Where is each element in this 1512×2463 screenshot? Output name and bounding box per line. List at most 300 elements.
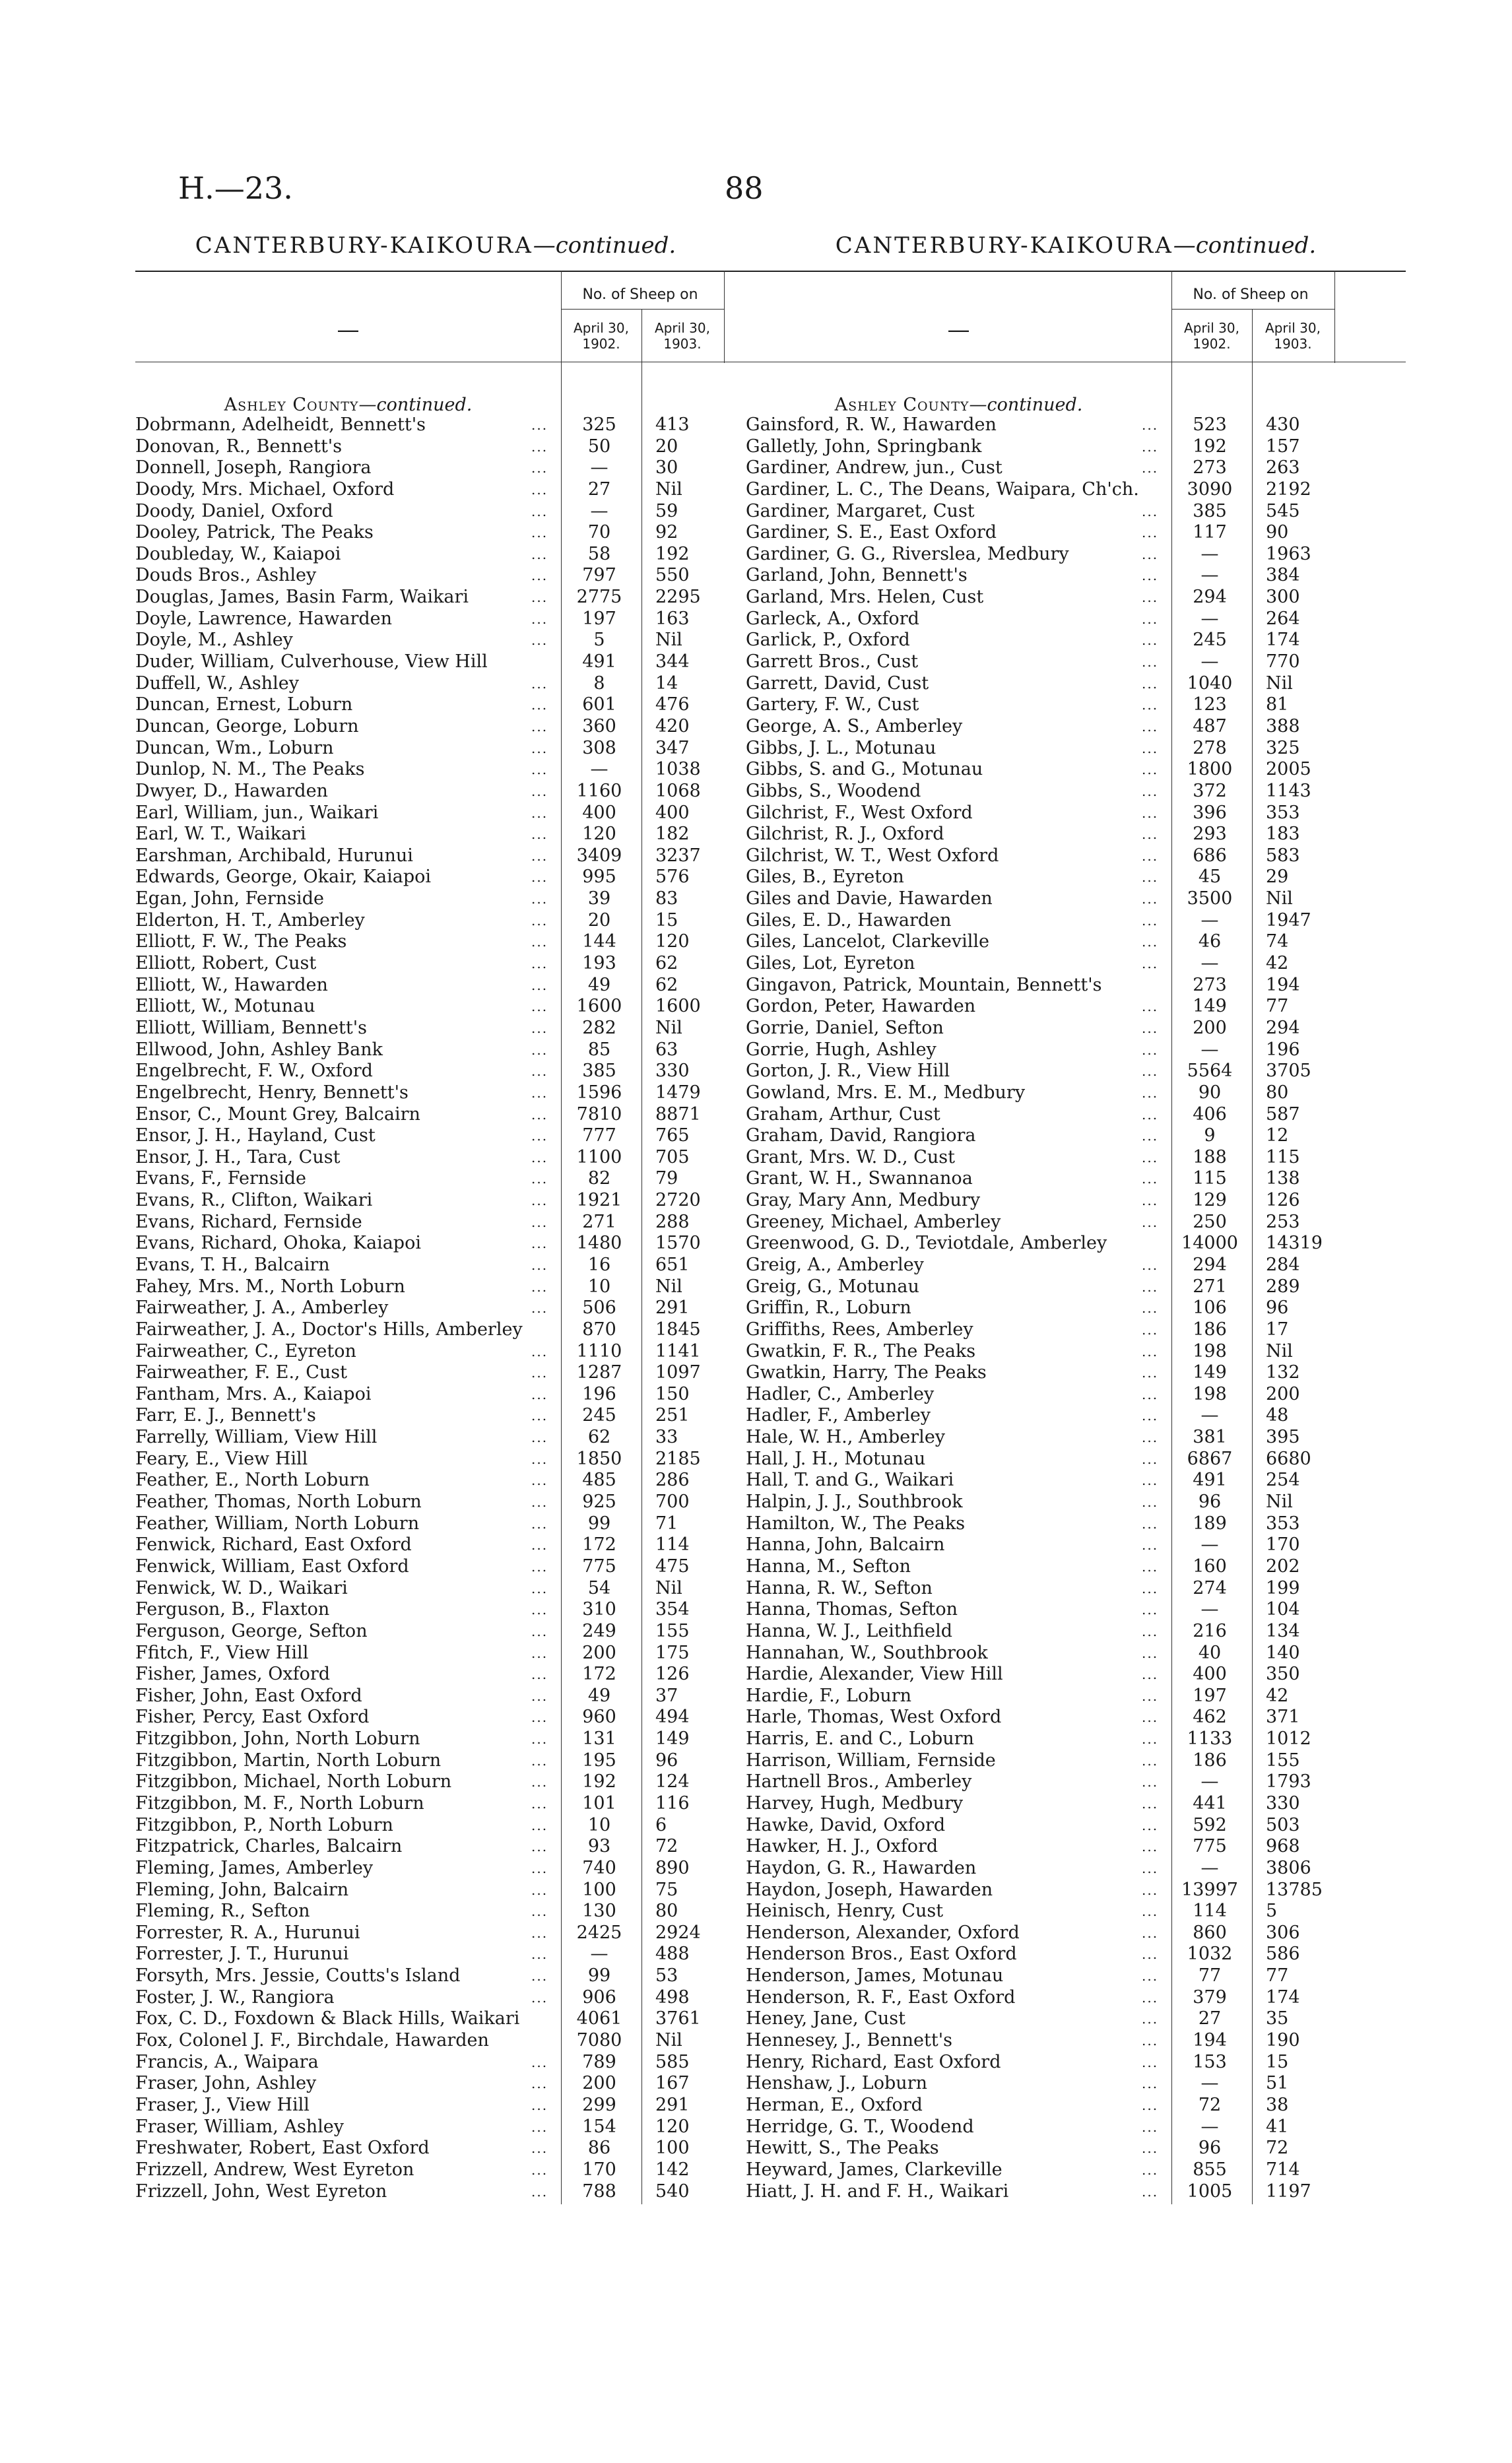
sheep-group-header: No. of Sheep on (1193, 286, 1309, 303)
sheep-1903: 264 (1266, 608, 1300, 629)
sheep-1902: 10 (587, 1276, 611, 1297)
owner-name: Hannahan, W., Southbrook (746, 1642, 988, 1663)
sheep-1903: 71 (655, 1513, 678, 1534)
owner-name: Hartnell Bros., Amberley (746, 1771, 972, 1792)
sheep-1902: 101 (582, 1793, 616, 1814)
leader-dots: ... (531, 1429, 548, 1446)
leader-dots: ... (1142, 934, 1159, 950)
owner-name: Farrelly, William, View Hill (135, 1427, 378, 1448)
sheep-1903: 371 (1266, 1707, 1300, 1728)
sheep-1903: 354 (655, 1599, 690, 1620)
sheep-1903: 2295 (655, 587, 701, 608)
sheep-1902: 82 (587, 1168, 611, 1189)
owner-name: Henderson, James, Motunau (746, 1965, 1004, 1987)
leader-dots: ... (1142, 654, 1159, 671)
sheep-1902: 1160 (576, 780, 622, 801)
owner-name: Gowland, Mrs. E. M., Medbury (746, 1082, 1026, 1103)
leader-dots: ... (1142, 1774, 1159, 1790)
sheep-1903: 890 (655, 1857, 690, 1878)
leader-dots: ... (1142, 1063, 1159, 1080)
owner-name: Gwatkin, F. R., The Peaks (746, 1340, 976, 1362)
leader-dots: ... (1142, 762, 1159, 778)
sheep-1902: 273 (1193, 457, 1227, 478)
table-row (746, 1082, 1406, 1104)
leader-dots: ... (531, 460, 548, 476)
owner-name: Gilchrist, R. J., Oxford (746, 824, 944, 845)
sheep-1903: 1600 (655, 996, 701, 1017)
leader-dots: ... (531, 869, 548, 886)
table-row (746, 436, 1406, 458)
sheep-1903: 395 (1266, 1427, 1300, 1448)
sheep-1902: 93 (587, 1836, 611, 1857)
leader-dots: ... (1142, 1278, 1159, 1295)
sheep-1903: 587 (1266, 1103, 1300, 1125)
owner-name: Heinisch, Henry, Cust (746, 1901, 944, 1922)
sheep-1902: 294 (1193, 587, 1227, 608)
owner-name: Douds Bros., Ashley (135, 565, 317, 586)
sheep-1902: 85 (587, 1039, 611, 1060)
leader-dots: ... (1142, 1537, 1159, 1554)
owner-name: Gainsford, R. W., Hawarden (746, 414, 997, 435)
table-row (135, 1319, 795, 1341)
leader-dots: ... (531, 847, 548, 864)
sheep-1903: 586 (1266, 1944, 1300, 1965)
leader-dots: ... (1142, 1602, 1159, 1618)
leader-dots: ... (531, 1666, 548, 1683)
table-row (746, 544, 1406, 566)
sheep-1903: Nil (1266, 1340, 1293, 1362)
owner-name: Ferguson, George, Sefton (135, 1620, 368, 1641)
sheep-1902: 197 (1193, 1685, 1227, 1706)
owner-name: Earl, William, jun., Waikari (135, 802, 379, 823)
sheep-1902: 1032 (1187, 1944, 1233, 1965)
leader-dots: ... (1142, 1903, 1159, 1920)
sheep-1902: 120 (582, 824, 616, 845)
table-row (746, 1987, 1406, 2009)
sheep-1902: 49 (587, 1685, 611, 1706)
sheep-1903: 90 (1266, 522, 1289, 543)
sheep-1902: 49 (587, 974, 611, 995)
sheep-1903: 3806 (1266, 1857, 1311, 1878)
sheep-1903: 2924 (655, 1922, 701, 1943)
sheep-1902: 308 (582, 737, 616, 758)
table-row (135, 1643, 795, 1664)
owner-name: Evans, R., Clifton, Waikari (135, 1190, 373, 1211)
sheep-1903: 585 (655, 2051, 690, 2072)
sheep-1902: 1921 (576, 1190, 622, 1211)
sheep-1902: 775 (582, 1556, 616, 1577)
sheep-1903: 38 (1266, 2094, 1289, 2115)
owner-name: Fitzgibbon, Michael, North Loburn (135, 1771, 452, 1792)
sheep-1903: 149 (655, 1728, 690, 1750)
leader-dots: ... (531, 956, 548, 972)
table-row (746, 1297, 1406, 1319)
sheep-1903: 116 (655, 1793, 690, 1814)
owner-name: Hawker, H. J., Oxford (746, 1836, 938, 1857)
table-row (135, 931, 795, 953)
owner-name: Elliott, F. W., The Peaks (135, 931, 347, 952)
leader-dots: ... (1142, 1860, 1159, 1876)
sheep-1902: 200 (582, 1642, 616, 1663)
sheep-1903: 3705 (1266, 1061, 1311, 1082)
owner-name: Hall, T. and G., Waikari (746, 1470, 954, 1491)
leader-dots: ... (1142, 1343, 1159, 1360)
leader-dots: ... (1142, 1408, 1159, 1424)
sheep-1902: 39 (587, 888, 611, 909)
sheep-1903: 294 (1266, 1017, 1300, 1038)
sheep-1902: 90 (1198, 1082, 1222, 1103)
leader-dots: ... (531, 1084, 548, 1101)
table-row (135, 1018, 795, 1039)
sheep-1903: 330 (1266, 1793, 1300, 1814)
table-row (135, 1405, 795, 1427)
owner-name: Henderson, Alexander, Oxford (746, 1922, 1020, 1943)
table-row (135, 996, 795, 1018)
table-row (746, 1664, 1406, 1686)
owner-name: Evans, T. H., Balcairn (135, 1254, 330, 1275)
sheep-1902: 506 (582, 1297, 616, 1319)
sheep-1902: 129 (1193, 1190, 1227, 1211)
sheep-1902: 186 (1193, 1319, 1227, 1340)
sheep-1902: 96 (1198, 2138, 1222, 2159)
table-row (746, 845, 1406, 867)
table-row (746, 2073, 1406, 2095)
leader-dots: ... (531, 2183, 548, 2200)
owner-name: Doody, Daniel, Oxford (135, 500, 333, 521)
table-row (135, 2073, 795, 2095)
sheep-1902: 6867 (1187, 1448, 1233, 1469)
sheep-1902: 72 (1198, 2094, 1222, 2115)
table-row (135, 479, 795, 501)
sheep-1902: 278 (1193, 737, 1227, 758)
sheep-1903: 1038 (655, 759, 701, 780)
leader-dots: ... (531, 1580, 548, 1596)
leader-dots: ... (1142, 589, 1159, 606)
sheep-1902: 131 (582, 1728, 616, 1750)
leader-dots: ... (531, 826, 548, 843)
table-row (135, 1750, 795, 1772)
sheep-1902: 149 (1193, 1362, 1227, 1383)
owner-name: Forsyth, Mrs. Jessie, Coutts's Island (135, 1965, 461, 1987)
leader-dots: ... (531, 783, 548, 799)
leader-dots: ... (531, 1020, 548, 1036)
owner-name: Duncan, Wm., Loburn (135, 737, 334, 758)
table-row (746, 1427, 1406, 1449)
table-row (746, 1039, 1406, 1061)
sheep-1903: 62 (655, 974, 678, 995)
leader-dots: ... (1142, 1386, 1159, 1402)
leader-dots: ... (531, 697, 548, 713)
name-column-header: — (337, 317, 360, 343)
table-row (135, 1276, 795, 1298)
table-row (746, 608, 1406, 630)
table-row (135, 1341, 795, 1363)
sheep-1902: 855 (1193, 2159, 1227, 2180)
sheep-1903: 700 (655, 1492, 690, 1513)
sheep-1903: 344 (655, 651, 690, 673)
owner-name: Dunlop, N. M., The Peaks (135, 759, 365, 780)
sheep-1902: 50 (587, 436, 611, 457)
leader-dots: ... (1142, 417, 1159, 433)
leader-dots: ... (1142, 1429, 1159, 1446)
owner-name: Fisher, James, Oxford (135, 1664, 331, 1685)
sheep-1903: 550 (655, 565, 690, 586)
sheep-1902: 40 (1198, 1642, 1222, 1663)
sheep-1903: 150 (655, 1383, 690, 1404)
table-row (746, 1556, 1406, 1578)
sheep-1902: — (590, 759, 608, 780)
table-row (746, 479, 1406, 501)
owner-name: Graham, David, Rangiora (746, 1125, 976, 1146)
owner-name: Haydon, G. R., Hawarden (746, 1857, 977, 1878)
owner-name: Hewitt, S., The Peaks (746, 2138, 939, 2159)
owner-name: Edwards, George, Okair, Kaiapoi (135, 867, 432, 888)
sheep-1902: — (1200, 953, 1219, 974)
owner-name: Fisher, Percy, East Oxford (135, 1707, 370, 1728)
owner-name: Greig, G., Motunau (746, 1276, 919, 1297)
sheep-1903: Nil (655, 630, 682, 651)
sheep-1903: 347 (655, 737, 690, 758)
sheep-1902: 9 (1204, 1125, 1216, 1146)
sheep-1903: 77 (1266, 1965, 1289, 1987)
sheep-1902: 86 (587, 2138, 611, 2159)
sheep-1903: 104 (1266, 1599, 1300, 1620)
owner-name: Dooley, Patrick, The Peaks (135, 522, 374, 543)
leader-dots: ... (531, 1365, 548, 1381)
sheep-1903: 20 (655, 436, 678, 457)
leader-dots: ... (1142, 2118, 1159, 2135)
owner-name: Herman, E., Oxford (746, 2094, 923, 2115)
sheep-1902: 144 (582, 931, 616, 952)
owner-name: Fitzpatrick, Charles, Balcairn (135, 1836, 403, 1857)
owner-name: Duncan, George, Loburn (135, 715, 359, 737)
leader-dots: ... (1142, 2054, 1159, 2070)
owner-name: Fairweather, C., Eyreton (135, 1340, 356, 1362)
sheep-1902: 3090 (1187, 478, 1233, 500)
col-1903-header: April 30, 1903. (655, 320, 710, 352)
owner-name: Fisher, John, East Oxford (135, 1685, 362, 1706)
owner-name: Giles and Davie, Hawarden (746, 888, 993, 909)
sheep-1903: 74 (1266, 931, 1289, 952)
sheep-1902: 245 (582, 1405, 616, 1426)
table-row (746, 1449, 1406, 1470)
owner-name: Garland, Mrs. Helen, Cust (746, 587, 984, 608)
owner-name: Gibbs, J. L., Motunau (746, 737, 937, 758)
sheep-1903: 1141 (655, 1340, 701, 1362)
owner-name: Fitzgibbon, John, North Loburn (135, 1728, 420, 1750)
owner-name: Hardie, Alexander, View Hill (746, 1664, 1003, 1685)
leader-dots: ... (531, 1257, 548, 1273)
owner-name: Hamilton, W., The Peaks (746, 1513, 966, 1534)
sheep-1902: 293 (1193, 824, 1227, 845)
sheep-1903: 190 (1266, 2030, 1300, 2051)
owner-name: Greeney, Michael, Amberley (746, 1211, 1001, 1232)
table-row (135, 1427, 795, 1449)
table-row (135, 1901, 795, 1922)
col-1902-header: April 30, 1902. (1184, 320, 1239, 352)
sheep-1902: 96 (1198, 1492, 1222, 1513)
owner-name: Fahey, Mrs. M., North Loburn (135, 1276, 405, 1297)
sheep-1903: 157 (1266, 436, 1300, 457)
leader-dots: ... (531, 1472, 548, 1489)
sheep-1902: 194 (1193, 2030, 1227, 2051)
owner-name: Forrester, R. A., Hurunui (135, 1922, 360, 1943)
leader-dots: ... (1142, 847, 1159, 864)
sheep-1902: 45 (1198, 867, 1222, 888)
leader-dots: ... (1142, 2161, 1159, 2178)
owner-name: Heyward, James, Clarkeville (746, 2159, 1003, 2180)
owner-name: Garland, John, Bennett's (746, 565, 968, 586)
sheep-1902: 200 (582, 2073, 616, 2094)
sheep-1903: 388 (1266, 715, 1300, 737)
table-row (135, 953, 795, 975)
sheep-1903: 288 (655, 1211, 690, 1232)
leader-dots: ... (1142, 740, 1159, 756)
owner-name: Gartery, F. W., Cust (746, 694, 919, 715)
left-rows (135, 414, 795, 2202)
leader-dots: ... (1142, 2183, 1159, 2200)
table-row (746, 1233, 1406, 1255)
sheep-1903: 1097 (655, 1362, 701, 1383)
left-column-title (106, 232, 766, 259)
table-row (746, 1901, 1406, 1922)
owner-name: Hennesey, J., Bennett's (746, 2030, 952, 2051)
sheep-1902: 188 (1193, 1146, 1227, 1167)
sheep-1903: 138 (1266, 1168, 1300, 1189)
sheep-1903: 14319 (1266, 1233, 1323, 1254)
table-row (135, 1728, 795, 1750)
leader-dots: ... (1142, 2097, 1159, 2113)
sheep-1902: 114 (1193, 1901, 1227, 1922)
leader-dots: ... (531, 2118, 548, 2135)
table-row (135, 2095, 795, 2117)
sheep-1903: 420 (655, 715, 690, 737)
table-row (746, 457, 1406, 479)
sheep-1902: 4061 (576, 2008, 622, 2029)
table-row (746, 953, 1406, 975)
owner-name: Haydon, Joseph, Hawarden (746, 1879, 993, 1900)
table-row (135, 910, 795, 932)
table-row (135, 1965, 795, 1987)
sheep-1903: 175 (655, 1642, 690, 1663)
table-row (135, 1449, 795, 1470)
sheep-1903: 15 (655, 909, 678, 931)
leader-dots: ... (531, 2076, 548, 2092)
leader-dots: ... (1142, 1666, 1159, 1683)
sheep-1902: 274 (1193, 1577, 1227, 1598)
owner-name: Gorrie, Hugh, Ashley (746, 1039, 937, 1060)
right-county-heading: Ashley County—continued. (834, 395, 1083, 415)
table-row (135, 759, 795, 781)
sheep-1903: 545 (1266, 500, 1300, 521)
leader-dots: ... (1142, 805, 1159, 821)
table-row (135, 1686, 795, 1707)
sheep-1902: 216 (1193, 1620, 1227, 1641)
leader-dots: ... (531, 1752, 548, 1769)
sheep-1903: 430 (1266, 414, 1300, 435)
sheep-1902: 99 (587, 1965, 611, 1987)
table-row (746, 501, 1406, 523)
sheep-1902: 294 (1193, 1254, 1227, 1275)
table-row (135, 1707, 795, 1728)
sheep-1902: 400 (582, 802, 616, 823)
leader-dots: ... (531, 1214, 548, 1230)
sheep-1903: 583 (1266, 845, 1300, 866)
sheep-1903: 5 (1266, 1901, 1278, 1922)
table-row (135, 414, 795, 436)
table-row (746, 1190, 1406, 1212)
owner-name: Harris, E. and C., Loburn (746, 1728, 974, 1750)
sheep-1902: 379 (1193, 1987, 1227, 2008)
left-region-suffix: —continued. (533, 232, 676, 259)
leader-dots: ... (531, 2097, 548, 2113)
sheep-1902: 491 (582, 651, 616, 673)
owner-name: Doyle, Lawrence, Hawarden (135, 608, 393, 629)
table-row (746, 1643, 1406, 1664)
table-row (746, 1061, 1406, 1082)
col-1902-header: April 30, 1902. (574, 320, 629, 352)
table-row (135, 587, 795, 608)
owner-name: Frizzell, John, West Eyreton (135, 2181, 387, 2202)
sheep-1903: 705 (655, 1146, 690, 1167)
sheep-1903: 41 (1266, 2116, 1289, 2137)
sheep-1903: 494 (655, 1707, 690, 1728)
sheep-1903: 503 (1266, 1814, 1300, 1835)
leader-dots: ... (531, 891, 548, 907)
leader-dots: ... (531, 1946, 548, 1963)
table-row (746, 1104, 1406, 1126)
owner-name: Ensor, C., Mount Grey, Balcairn (135, 1103, 420, 1125)
table-row (135, 1987, 795, 2009)
leader-dots: ... (1142, 1752, 1159, 1769)
table-row (135, 1297, 795, 1319)
sheep-1903: 488 (655, 1944, 690, 1965)
owner-name: Fleming, James, Amberley (135, 1857, 374, 1878)
leader-dots: ... (531, 912, 548, 929)
sheep-1903: 15 (1266, 2051, 1289, 2072)
sheep-1902: 282 (582, 1017, 616, 1038)
owner-name: Harvey, Hugh, Medbury (746, 1793, 964, 1814)
table-row (135, 1944, 795, 1965)
table-row (746, 2008, 1406, 2030)
table-row (746, 1384, 1406, 1406)
sheep-1903: 115 (1266, 1146, 1300, 1167)
table-row (135, 1190, 795, 1212)
table-row (135, 1922, 795, 1944)
leader-dots: ... (1142, 1451, 1159, 1467)
sheep-1902: — (590, 500, 608, 521)
leader-dots: ... (531, 1709, 548, 1726)
leader-dots: ... (1142, 525, 1159, 541)
sheep-1903: 1947 (1266, 909, 1311, 931)
leader-dots: ... (531, 1343, 548, 1360)
table-row (746, 1578, 1406, 1600)
table-row (746, 1513, 1406, 1535)
table-row (135, 1492, 795, 1513)
owner-name: Fenwick, W. D., Waikari (135, 1577, 348, 1598)
table-row (746, 1276, 1406, 1298)
table-row (746, 1836, 1406, 1858)
sheep-1902: 487 (1193, 715, 1227, 737)
table-row (746, 1212, 1406, 1233)
leader-dots: ... (531, 568, 548, 584)
owner-name: Gorrie, Daniel, Sefton (746, 1017, 944, 1038)
owner-name: Freshwater, Robert, East Oxford (135, 2138, 430, 2159)
table-row (746, 1147, 1406, 1169)
sheep-1903: 12 (1266, 1125, 1289, 1146)
table-row (135, 1470, 795, 1492)
owner-name: Duffell, W., Ashley (135, 673, 300, 694)
